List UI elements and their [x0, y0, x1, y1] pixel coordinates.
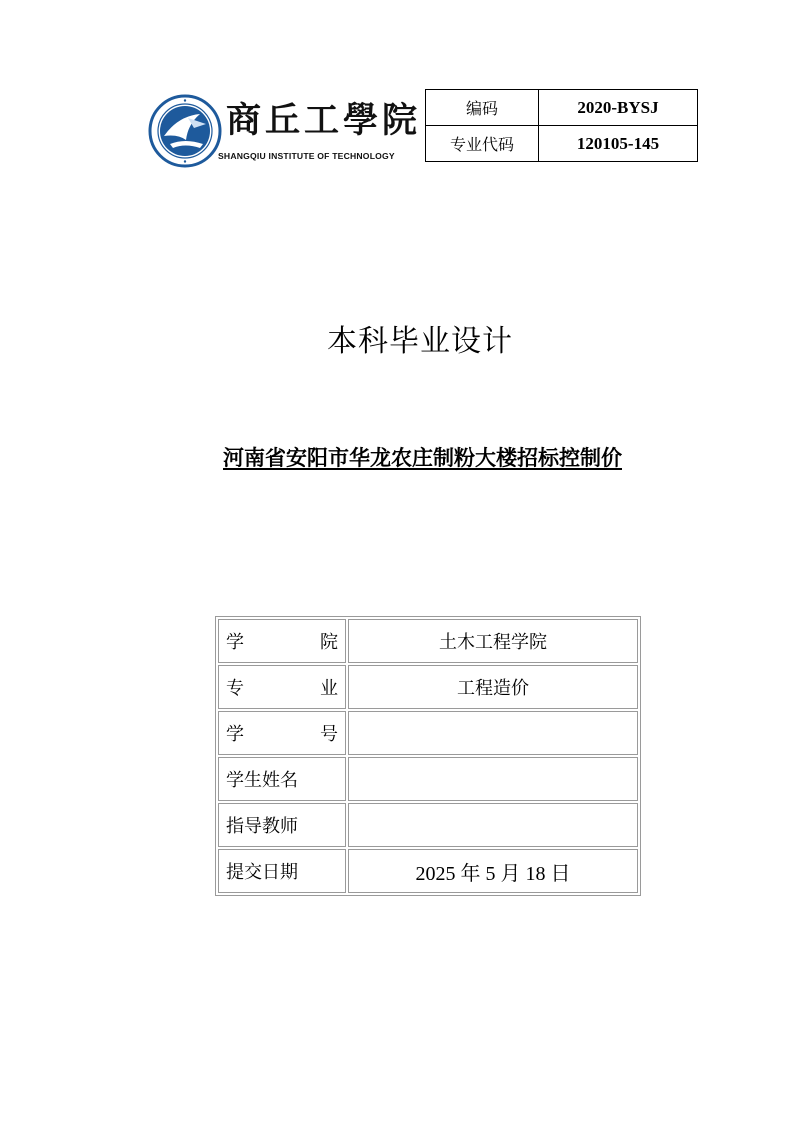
school-name-cn: 商丘工學院 [226, 100, 422, 141]
student-id-label: 学 号 [218, 711, 346, 755]
college-label: 学 院 [218, 619, 346, 663]
advisor-row [218, 803, 638, 847]
college-value: 土木工程学院 [348, 619, 638, 663]
major-code-label: 专业代码 [426, 126, 539, 162]
code-row [426, 90, 698, 126]
student-name-value [348, 757, 638, 801]
code-table [425, 89, 698, 162]
student-name-label: 学生姓名 [218, 757, 346, 801]
student-id-value [348, 711, 638, 755]
thesis-title: 河南省安阳市华龙农庄制粉大楼招标控制价 [223, 446, 622, 470]
major-row [218, 665, 638, 709]
submit-date-value: 2025 年 5 月 18 日 [348, 849, 638, 893]
student-name-row [218, 757, 638, 801]
submit-date-label: 提交日期 [218, 849, 346, 893]
major-value: 工程造价 [348, 665, 638, 709]
advisor-value [348, 803, 638, 847]
college-row [218, 619, 638, 663]
code-label: 编码 [426, 90, 539, 126]
major-label: 专 业 [218, 665, 346, 709]
document-title: 本科毕业设计 [327, 324, 513, 359]
code-value: 2020-BYSJ [539, 90, 698, 126]
major-code-row [426, 126, 698, 162]
major-code-value: 120105-145 [539, 126, 698, 162]
advisor-label: 指导教师 [218, 803, 346, 847]
student-id-row [218, 711, 638, 755]
submit-date-row [218, 849, 638, 893]
info-table [215, 616, 641, 896]
school-name-en: SHANGQIU INSTITUTE OF TECHNOLOGY [218, 151, 395, 161]
school-emblem-icon [148, 94, 222, 168]
school-logo [148, 94, 422, 172]
